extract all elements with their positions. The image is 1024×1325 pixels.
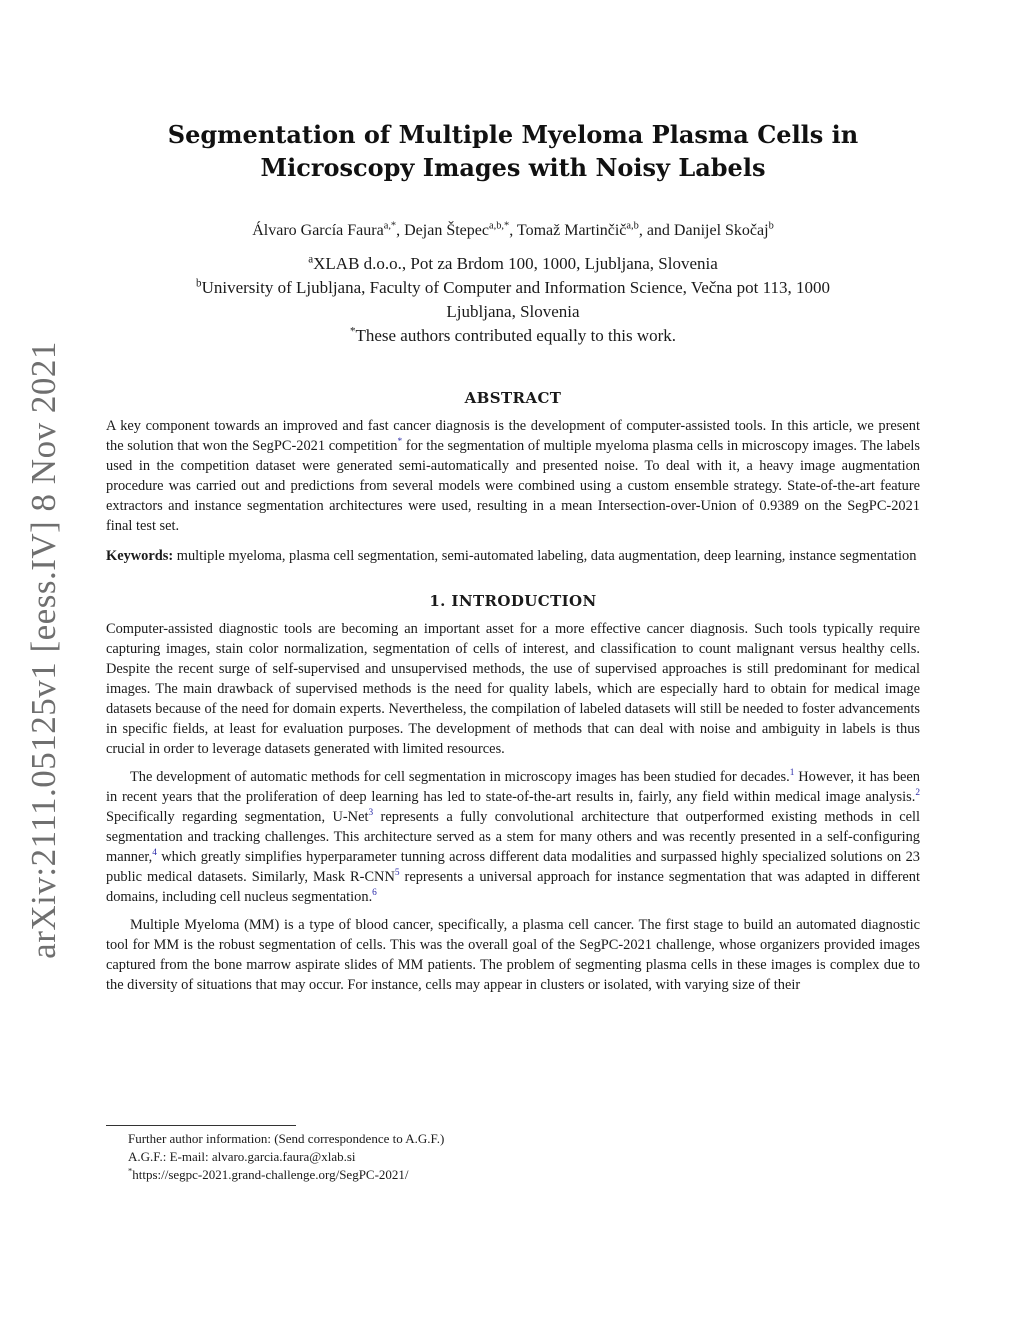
affiliation-a: [106, 252, 920, 276]
footnote-mark: *: [128, 1165, 133, 1176]
affil-text: These authors contributed equally to this work.: [355, 326, 677, 345]
author-separator: ,: [396, 222, 405, 239]
citation-link[interactable]: 5: [394, 868, 400, 879]
footnote-email: A.G.F.: E-mail: alvaro.garcia.faura@xlab.si: [128, 1149, 356, 1164]
citation-link[interactable]: 2: [915, 788, 920, 799]
citation-link[interactable]: 4: [152, 848, 157, 859]
author-affil-mark: b: [768, 220, 774, 232]
abstract-text: A key component towards an improved and fast cancer diagnosis is the development of computer-assisted tools. In this article, we present the solution that won the SegPC-2021 competition: [106, 418, 920, 454]
footnote-author-info: Further author information: (Send correspondence to A.G.F.): [128, 1131, 445, 1146]
affil-mark: a: [308, 253, 314, 266]
intro-paragraph-3: Multiple Myeloma (MM) is a type of blood cancer, specifically, a plasma cell cancer. The first stage to build an automated diagnostic tool for MM is the robust segmentation of cells. This was the overall goal of the SegPC-2021 challenge, whose organizers provided images captured from the bone marrow aspirate slides of MM patients. The problem of segmenting plasma cells in these images is complex due to the diversity of situations that may occur. For instance, cells may appear in clusters or isolated, with varying size of their: [106, 917, 920, 993]
affil-text: University of Ljubljana, Faculty of Computer and Information Science, Večna pot 113, 1000: [201, 278, 830, 297]
arxiv-identifier: arXiv:2111.05125v1 [eess.IV] 8 Nov 2021: [24, 341, 63, 959]
affiliation-b-cont: Ljubljana, Slovenia: [446, 302, 580, 321]
paragraph-text: represents a fully convolutional architecture that outperformed existing methods in cell segmentation and tracking challenges. This architecture served as a stem for many others and was recently presented in a self-configuring manner,: [106, 809, 920, 865]
paragraph-text: which greatly simplifies hyperparameter tunning across different data modalities and surpassed highly specialized solutions on 23 public medical datasets. Similarly, Mask R-CNN: [106, 849, 920, 885]
footnote-url-link[interactable]: https://segpc-2021.grand-challenge.org/SegPC-2021/: [132, 1167, 409, 1182]
paragraph-text: Specifically regarding segmentation, U-Net: [106, 809, 369, 825]
author-affil-mark: a,b: [626, 220, 639, 232]
keywords-label: Keywords:: [106, 548, 174, 564]
keywords: [106, 546, 920, 566]
author-separator: , and: [638, 222, 674, 239]
author-list: [106, 222, 920, 240]
abstract-heading: ABSTRACT: [464, 389, 562, 407]
citation-link[interactable]: 1: [789, 768, 795, 779]
footnote-link[interactable]: *: [397, 437, 403, 448]
title-line-1: Segmentation of Multiple Myeloma Plasma Cells in: [167, 120, 859, 149]
author-affil-mark: a,b,*: [488, 220, 510, 232]
author-name: Danijel Skočaj: [673, 222, 769, 239]
paper-title: [106, 118, 920, 184]
paragraph-text: However, it has been in recent years that the proliferation of deep learning has led to state-of-the-art results in, fairly, any field within medical image analysis.: [106, 769, 921, 805]
affiliations: [106, 252, 920, 348]
author-affil-mark: a,*: [383, 220, 397, 232]
equal-contribution-note: [106, 324, 920, 348]
affil-text: XLAB d.o.o., Pot za Brdom 100, 1000, Ljubljana, Slovenia: [313, 254, 718, 273]
citation-link[interactable]: 3: [368, 808, 374, 819]
abstract-body: [106, 416, 920, 536]
section-heading-introduction: 1. INTRODUCTION: [429, 592, 597, 610]
author-name: Dejan Štepec: [404, 222, 489, 239]
keywords-text: multiple myeloma, plasma cell segmentation, semi-automated labeling, data augmentation, deep learning, instance segmentation: [173, 548, 917, 564]
affil-mark: *: [349, 325, 356, 338]
paragraph-text: represents a universal approach for instance segmentation that was adapted in different domains, including cell nucleus segmentation.: [106, 869, 921, 905]
footnote-url: [106, 1166, 920, 1184]
abstract-text: for the segmentation of multiple myeloma plasma cells in microscopy images. The labels used in the competition dataset were generated semi-automatically and presented noise. To deal with it, a heavy image augmentation procedure was carried out and predictions from several models were combined using a custom ensemble strategy. State-of-the-art feature extractors and instance segmentation architectures were used, resulting in a mean Intersection-over-Union of 0.9389 on the SegPC-2021 final test set.: [106, 438, 920, 534]
affiliation-b: [106, 276, 920, 300]
paragraph-text: The development of automatic methods for cell segmentation in microscopy images has been studied for decades.: [130, 769, 790, 785]
footnote-divider: [106, 1125, 296, 1126]
intro-paragraph-2: [106, 767, 920, 907]
affil-mark: b: [196, 277, 202, 290]
title-line-2: Microscopy Images with Noisy Labels: [260, 153, 766, 182]
citation-link[interactable]: 6: [372, 888, 377, 899]
author-name: Álvaro García Faura: [252, 222, 384, 239]
intro-paragraph-1: Computer-assisted diagnostic tools are becoming an important asset for a more effective cancer diagnosis. Such tools typically require capturing images, stain color normalization, segmentation of cells of interest, and classification to count malignant versus healthy cells. Despite the recent surge of self-supervised and unsupervised methods, the use of supervised approaches is still predominant for medical images. The main drawback of supervised methods is the need for quality labels, which are especially hard to obtain for medical image datasets because of the need for domain experts. Nevertheless, the compilation of labeled datasets will still be needed to foster advancements in specific fields, at least for evaluation purposes. The development of methods that can deal with noise and ambiguity in labels is thus crucial in order to leverage datasets generated with limited resources.: [106, 621, 920, 757]
author-name: Tomaž Martinčič: [516, 222, 627, 239]
arxiv-sidebar: [16, 341, 72, 959]
author-separator: ,: [509, 222, 517, 239]
paper-page: [106, 112, 920, 995]
footnotes: [106, 1125, 920, 1184]
